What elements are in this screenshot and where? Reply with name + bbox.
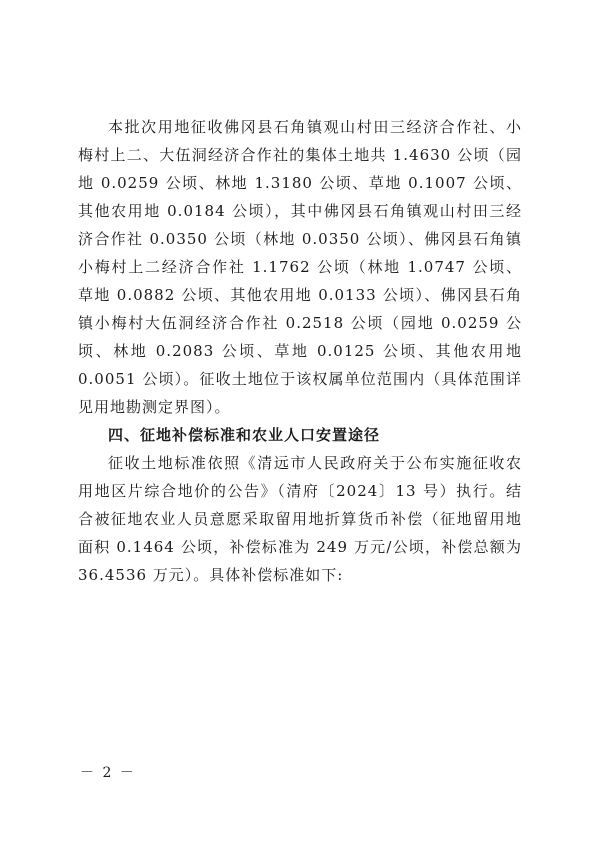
page-number: － 2 － xyxy=(80,765,136,781)
section-heading: 四、征地补偿标准和农业人口安置途径 xyxy=(108,426,381,444)
land-acquisition-paragraph: 本批次用地征收佛冈县石角镇观山村田三经济合作社、小梅村上二、大伍洞经济合作社的集体土地共 1.4630 公顷（园地 0.0259 公顷、林地 1.3180 公顷、草地 0.1007 公顷、其他农用地 0.0184 公顷），其中佛冈县石角镇观山村田三经济合作社 0.0350 公顷（林地 0.0350 公顷）、佛冈县石角镇小梅村上二经济合作社 1.1762 公顷（林地 1.0747 公顷、草地 0.0882 公顷、其他农用地 0.0133 公顷）、佛冈县石角镇小梅村大伍洞经济合作社 0.2518 公顷（园地 0.0259 公顷、林地 0.2083 公顷、草地 0.0125 公顷、其他农用地 0.0051 公顷）。征收土地位于该权属单位范围内（具体范围详见用地勘测定界图）。 xyxy=(78,118,522,416)
compensation-paragraph: 征收土地标准依照《清远市人民政府关于公布实施征收农用地区片综合地价的公告》（清府〔2024〕13 号）执行。结合被征地农业人员意愿采取留用地折算货币补偿（征地留用地面积 0.1464 公顷，补偿标准为 249 万元/公顷，补偿总额为 36.4536 万元）。具体补偿标准如下: xyxy=(78,454,522,584)
document-body xyxy=(78,113,522,589)
